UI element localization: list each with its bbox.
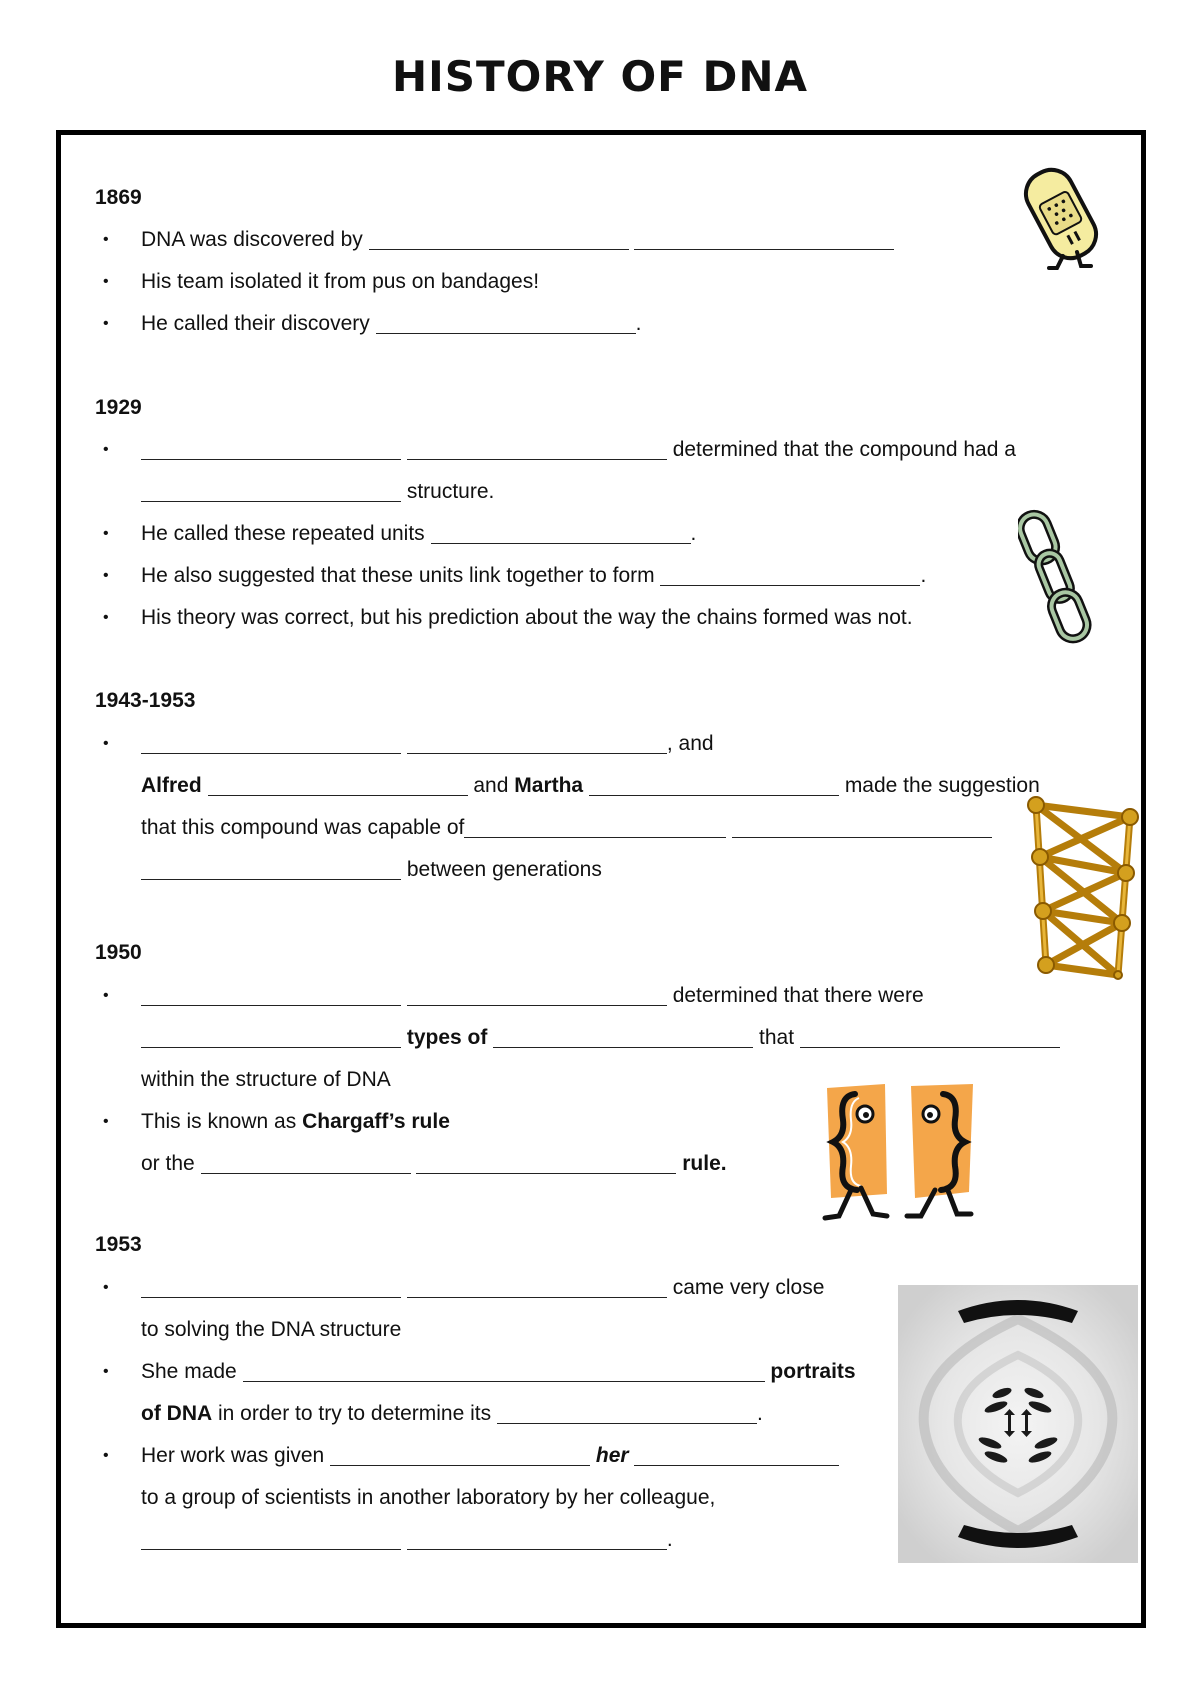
line-1869-called: He called their discovery . xyxy=(141,312,642,335)
line-1953-colleague: to a group of scientists in another laboratory by her colleague, xyxy=(141,1486,716,1509)
bracket-characters-icon xyxy=(815,1080,990,1230)
blank-field[interactable] xyxy=(464,817,726,838)
line-1943-alfred-martha: Alfred and Martha made the suggestion xyxy=(141,774,1040,797)
bullet: • xyxy=(103,1279,109,1296)
blank-field[interactable] xyxy=(431,523,691,544)
blank-field[interactable] xyxy=(660,565,920,586)
line-1953-portraits: She made portraits xyxy=(141,1360,856,1383)
blank-field[interactable] xyxy=(330,1445,590,1466)
blank-field[interactable] xyxy=(141,733,401,754)
year-1950: 1950 xyxy=(95,941,142,964)
xray-diffraction-photo xyxy=(898,1285,1138,1563)
bullet: • xyxy=(103,441,109,458)
blank-field[interactable] xyxy=(407,1529,667,1550)
bullet: • xyxy=(103,1363,109,1380)
bullet: • xyxy=(103,315,109,332)
line-1929-determined: determined that the compound had a xyxy=(141,437,1016,463)
blank-field[interactable] xyxy=(208,775,468,796)
line-1953-given: Her work was given her xyxy=(141,1443,839,1469)
blank-field[interactable] xyxy=(634,1445,839,1466)
blank-field[interactable] xyxy=(201,1153,411,1174)
bullet: • xyxy=(103,609,109,626)
blank-field[interactable] xyxy=(141,1529,401,1550)
line-1950-known: This is known as Chargaff’s rule xyxy=(141,1110,450,1133)
blank-field[interactable] xyxy=(732,817,992,838)
blank-field[interactable] xyxy=(634,229,894,250)
line-1943-capable: that this compound was capable of xyxy=(141,815,992,841)
line-1869-isolated: His team isolated it from pus on bandages! xyxy=(141,270,540,293)
bullet: • xyxy=(103,735,109,752)
line-1929-theory: His theory was correct, but his prediction about the way the chains formed was not. xyxy=(141,606,913,629)
blank-field[interactable] xyxy=(141,1027,401,1048)
blank-field[interactable] xyxy=(497,1403,757,1424)
blank-field[interactable] xyxy=(407,985,667,1006)
year-1869: 1869 xyxy=(95,186,142,209)
line-1953-solving: to solving the DNA structure xyxy=(141,1318,402,1341)
blank-field[interactable] xyxy=(407,1277,667,1298)
line-1953-determine: of DNA in order to try to determine its . xyxy=(141,1402,763,1425)
blank-field[interactable] xyxy=(141,439,401,460)
blank-field[interactable] xyxy=(589,775,839,796)
line-1929-structure: structure. xyxy=(141,479,494,505)
chain-links-icon xyxy=(1018,505,1098,650)
year-1929: 1929 xyxy=(95,396,142,419)
line-1950-rule: or the rule. xyxy=(141,1152,727,1175)
bullet: • xyxy=(103,273,109,290)
bullet: • xyxy=(103,567,109,584)
blank-field[interactable] xyxy=(141,985,401,1006)
year-1953: 1953 xyxy=(95,1233,142,1256)
line-1950-types: types of that xyxy=(141,1025,1060,1051)
golden-ladder-icon xyxy=(1018,795,1143,980)
page-title: HISTORY OF DNA xyxy=(392,52,808,101)
blank-field[interactable] xyxy=(416,1153,676,1174)
line-1950-determined: determined that there were xyxy=(141,983,924,1009)
bullet: • xyxy=(103,1447,109,1464)
line-1943-names: , and xyxy=(141,731,714,757)
line-1953-close: came very close xyxy=(141,1275,824,1301)
bullet: • xyxy=(103,1113,109,1130)
bullet: • xyxy=(103,525,109,542)
line-1929-link: He also suggested that these units link together to form . xyxy=(141,564,927,587)
line-1943-generations: between generations xyxy=(141,857,602,883)
line-1950-within: within the structure of DNA xyxy=(141,1068,391,1091)
bandage-character-icon xyxy=(1005,160,1120,275)
blank-field[interactable] xyxy=(376,313,636,334)
line-1869-discovered: DNA was discovered by xyxy=(141,227,894,253)
blank-field[interactable] xyxy=(493,1027,753,1048)
blank-field[interactable] xyxy=(369,229,629,250)
blank-field[interactable] xyxy=(243,1361,765,1382)
line-1929-units: He called these repeated units . xyxy=(141,522,697,545)
line-1953-final: . xyxy=(141,1527,673,1553)
bullet: • xyxy=(103,231,109,248)
blank-field[interactable] xyxy=(407,733,667,754)
blank-field[interactable] xyxy=(407,439,667,460)
blank-field[interactable] xyxy=(141,481,401,502)
bullet: • xyxy=(103,987,109,1004)
year-1943-1953: 1943-1953 xyxy=(95,689,196,712)
blank-field[interactable] xyxy=(800,1027,1060,1048)
blank-field[interactable] xyxy=(141,859,401,880)
blank-field[interactable] xyxy=(141,1277,401,1298)
